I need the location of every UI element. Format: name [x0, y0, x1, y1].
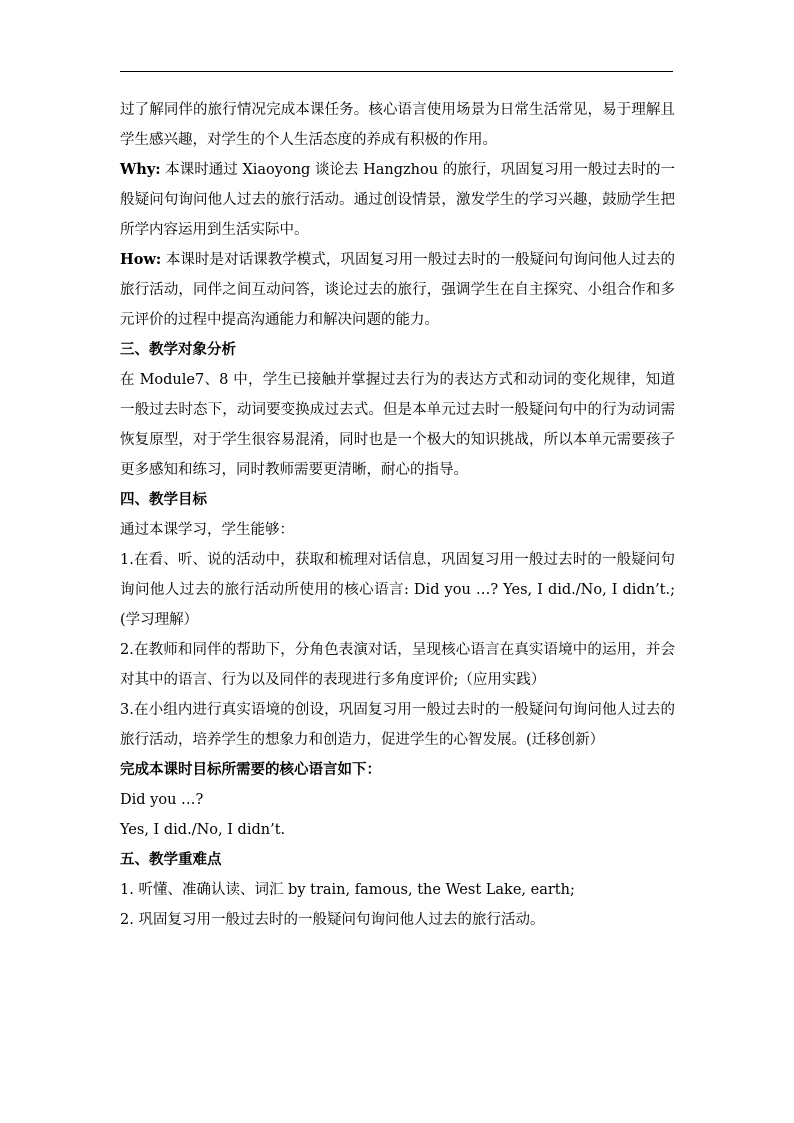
goal-2: 2.在教师和同伴的帮助下，分角色表演对话，呈现核心语言在真实语境中的运用，并会对其中的语言、行为以及同伴的表现进行多角度评价;（应用实践） [120, 642, 675, 688]
section3-paragraph: 在 Module7、8 中，学生已接触并掌握过去行为的表达方式和动词的变化规律，知道一般过去时态下，动词要变换成过去式。但是本单元过去时一般疑问句中的行为动词需恢复原型，对于学生很容易混淆，同时也是一个极大的知识挑战，所以本单元需要孩子更多感知和练习，同时教师需要更清晰，耐心的指导。 [120, 372, 675, 478]
key-point-1: 1. 听懂、准确认读、词汇 by train, famous, the West Lake, earth; [120, 882, 575, 898]
goal-3: 3.在小组内进行真实语境的创设，巩固复习用一般过去时的一般疑问句询问他人过去的旅行活动，培养学生的想象力和创造力，促进学生的心智发展。(迁移创新） [120, 702, 675, 748]
section4-heading: 四、教学目标 [120, 491, 207, 508]
core-language-heading: 完成本课时目标所需要的核心语言如下： [120, 761, 381, 778]
why-text: 本课时通过 Xiaoyong 谈论去 Hangzhou 的旅行，巩固复习用一般过去时的一般疑问句询问他人过去的旅行活动。通过创设情景，激发学生的学习兴趣，鼓励学生把所学内容运用到生活实际中。 [120, 162, 675, 238]
how-paragraph [120, 245, 675, 335]
core-language-line-2: Yes, I did./No, I didn’t. [120, 822, 286, 838]
document-body [120, 95, 675, 935]
why-paragraph [120, 155, 675, 245]
core-language-line-1: Did you …? [120, 792, 204, 808]
section3-heading: 三、教学对象分析 [120, 341, 236, 358]
why-label: Why: [120, 161, 161, 178]
how-label: How: [120, 251, 162, 268]
section4-intro: 通过本课学习，学生能够： [120, 522, 294, 538]
key-point-2: 2. 巩固复习用一般过去时的一般疑问句询问他人过去的旅行活动。 [120, 912, 545, 928]
goal-1: 1.在看、听、说的活动中，获取和梳理对话信息，巩固复习用一般过去时的一般疑问句询问他人过去的旅行活动所使用的核心语言: Did you …? Yes, I did./No, I didn’t.;(学习理解） [120, 552, 675, 628]
header-rule [120, 71, 673, 72]
section5-heading: 五、教学重难点 [120, 851, 222, 868]
intro-paragraph: 过了解同伴的旅行情况完成本课任务。核心语言使用场景为日常生活常见，易于理解且学生感兴趣，对学生的个人生活态度的养成有积极的作用。 [120, 102, 675, 148]
how-text: 本课时是对话课教学模式，巩固复习用一般过去时的一般疑问句询问他人过去的旅行活动，同伴之间互动问答，谈论过去的旅行，强调学生在自主探究、小组合作和多元评价的过程中提高沟通能力和解决问题的能力。 [120, 252, 675, 328]
